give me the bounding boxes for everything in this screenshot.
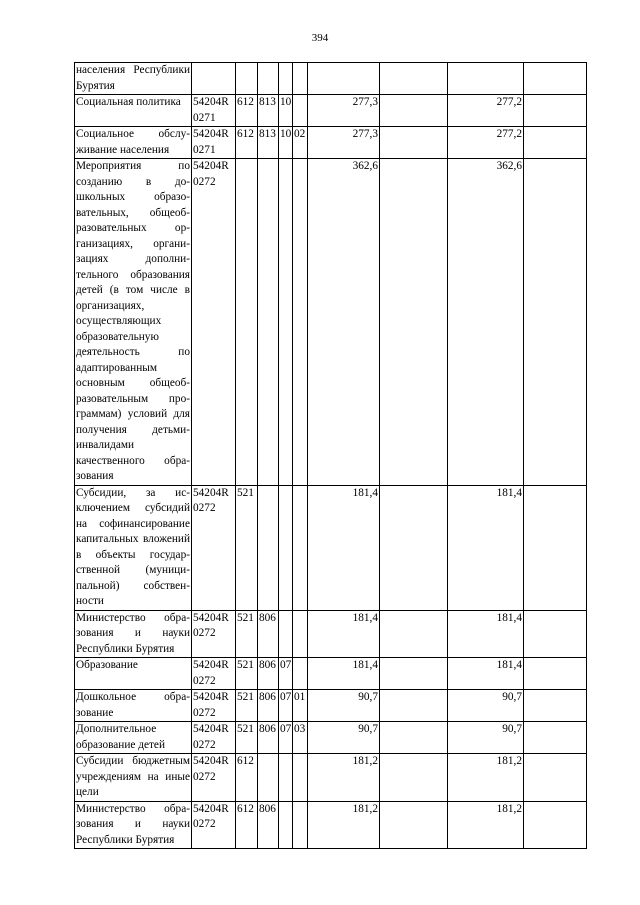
amount-3: 181,4 <box>448 485 524 610</box>
amount-3: 181,4 <box>448 610 524 658</box>
row-name: Министерство образования и науки Республики Бурятия <box>75 610 192 658</box>
table-row <box>75 63 587 95</box>
section-code <box>279 63 293 95</box>
administrator-code <box>258 485 279 610</box>
section-code <box>279 754 293 802</box>
amount-1: 362,6 <box>308 159 380 486</box>
amount-4 <box>524 754 587 802</box>
amount-3: 277,2 <box>448 127 524 159</box>
amount-2 <box>380 754 448 802</box>
row-name: Образование <box>75 658 192 690</box>
subsection-code <box>293 485 308 610</box>
amount-1: 181,2 <box>308 801 380 849</box>
row-name: населения Республики Бурятия <box>75 63 192 95</box>
expense-type-code: 521 <box>236 722 258 754</box>
subsection-code: 01 <box>293 690 308 722</box>
amount-1 <box>308 63 380 95</box>
section-code: 07 <box>279 722 293 754</box>
subsection-code <box>293 610 308 658</box>
section-code: 07 <box>279 690 293 722</box>
section-code: 10 <box>279 127 293 159</box>
target-article-code: 54204R 0272 <box>192 610 236 658</box>
amount-1: 90,7 <box>308 722 380 754</box>
table-row <box>75 690 587 722</box>
target-article-code: 54204R 0272 <box>192 754 236 802</box>
target-article-code <box>192 63 236 95</box>
amount-3 <box>448 63 524 95</box>
expense-type-code: 612 <box>236 127 258 159</box>
amount-3: 181,2 <box>448 801 524 849</box>
subsection-code <box>293 63 308 95</box>
table-row <box>75 610 587 658</box>
subsection-code <box>293 658 308 690</box>
target-article-code: 54204R 0272 <box>192 690 236 722</box>
section-code: 10 <box>279 95 293 127</box>
amount-2 <box>380 485 448 610</box>
target-article-code: 54204R 0272 <box>192 159 236 486</box>
amount-3: 362,6 <box>448 159 524 486</box>
subsection-code: 02 <box>293 127 308 159</box>
expense-type-code: 521 <box>236 610 258 658</box>
amount-4 <box>524 485 587 610</box>
expense-type-code: 612 <box>236 95 258 127</box>
expense-type-code: 521 <box>236 658 258 690</box>
amount-4 <box>524 722 587 754</box>
subsection-code <box>293 159 308 486</box>
administrator-code <box>258 159 279 486</box>
section-code <box>279 801 293 849</box>
expense-type-code: 521 <box>236 485 258 610</box>
row-name: Субсидии бюджетным учреждениям на иные цели <box>75 754 192 802</box>
table-row <box>75 159 587 486</box>
section-code <box>279 159 293 486</box>
amount-3: 181,2 <box>448 754 524 802</box>
subsection-code <box>293 95 308 127</box>
amount-2 <box>380 722 448 754</box>
table-row <box>75 485 587 610</box>
amount-3: 90,7 <box>448 722 524 754</box>
amount-2 <box>380 801 448 849</box>
table-body <box>75 63 587 849</box>
amount-1: 181,4 <box>308 658 380 690</box>
amount-1: 90,7 <box>308 690 380 722</box>
target-article-code: 54204R 0272 <box>192 658 236 690</box>
amount-2 <box>380 690 448 722</box>
target-article-code: 54204R 0272 <box>192 485 236 610</box>
amount-3: 90,7 <box>448 690 524 722</box>
amount-1: 181,4 <box>308 485 380 610</box>
amount-2 <box>380 658 448 690</box>
budget-table <box>74 62 587 849</box>
target-article-code: 54204R 0271 <box>192 95 236 127</box>
amount-4 <box>524 159 587 486</box>
amount-2 <box>380 63 448 95</box>
administrator-code <box>258 754 279 802</box>
section-code <box>279 610 293 658</box>
administrator-code: 806 <box>258 690 279 722</box>
subsection-code: 03 <box>293 722 308 754</box>
row-name: Дошкольное образование <box>75 690 192 722</box>
administrator-code: 806 <box>258 722 279 754</box>
row-name: Мероприятия по созданию в дошкольных образовательных, общеобразовательных организациях, организациях дополнительного образования детей (в том числе в организациях, осуществляющих образовательную деятельность по адаптированным основным общеобразовательным программам) условий для получения детьми-инвалидами качественного образования <box>75 159 192 486</box>
administrator-code: 806 <box>258 658 279 690</box>
amount-1: 181,2 <box>308 754 380 802</box>
target-article-code: 54204R 0272 <box>192 722 236 754</box>
amount-4 <box>524 690 587 722</box>
page-number: 394 <box>311 32 329 44</box>
row-name: Социальная политика <box>75 95 192 127</box>
amount-3: 181,4 <box>448 658 524 690</box>
expense-type-code: 612 <box>236 801 258 849</box>
amount-1: 277,3 <box>308 127 380 159</box>
table-row <box>75 127 587 159</box>
expense-type-code: 521 <box>236 690 258 722</box>
amount-2 <box>380 159 448 486</box>
amount-1: 277,3 <box>308 95 380 127</box>
expense-type-code: 612 <box>236 754 258 802</box>
administrator-code: 813 <box>258 95 279 127</box>
expense-type-code <box>236 63 258 95</box>
row-name: Министерство образования и науки Республики Бурятия <box>75 801 192 849</box>
amount-4 <box>524 127 587 159</box>
amount-4 <box>524 63 587 95</box>
target-article-code: 54204R 0271 <box>192 127 236 159</box>
table-row <box>75 801 587 849</box>
target-article-code: 54204R 0272 <box>192 801 236 849</box>
table-row <box>75 658 587 690</box>
amount-1: 181,4 <box>308 610 380 658</box>
amount-4 <box>524 658 587 690</box>
administrator-code: 806 <box>258 610 279 658</box>
amount-2 <box>380 95 448 127</box>
row-name: Социальное обслуживание населения <box>75 127 192 159</box>
section-code: 07 <box>279 658 293 690</box>
administrator-code: 813 <box>258 127 279 159</box>
amount-4 <box>524 801 587 849</box>
row-name: Дополнительное образование детей <box>75 722 192 754</box>
administrator-code: 806 <box>258 801 279 849</box>
amount-4 <box>524 95 587 127</box>
expense-type-code <box>236 159 258 486</box>
amount-3: 277,2 <box>448 95 524 127</box>
amount-2 <box>380 127 448 159</box>
row-name: Субсидии, за исключением субсидий на софинансирование капитальных вложений в объекты государственной (муниципальной) собственности <box>75 485 192 610</box>
section-code <box>279 485 293 610</box>
amount-4 <box>524 610 587 658</box>
table-row <box>75 722 587 754</box>
table-row <box>75 95 587 127</box>
table-row <box>75 754 587 802</box>
administrator-code <box>258 63 279 95</box>
subsection-code <box>293 754 308 802</box>
amount-2 <box>380 610 448 658</box>
subsection-code <box>293 801 308 849</box>
